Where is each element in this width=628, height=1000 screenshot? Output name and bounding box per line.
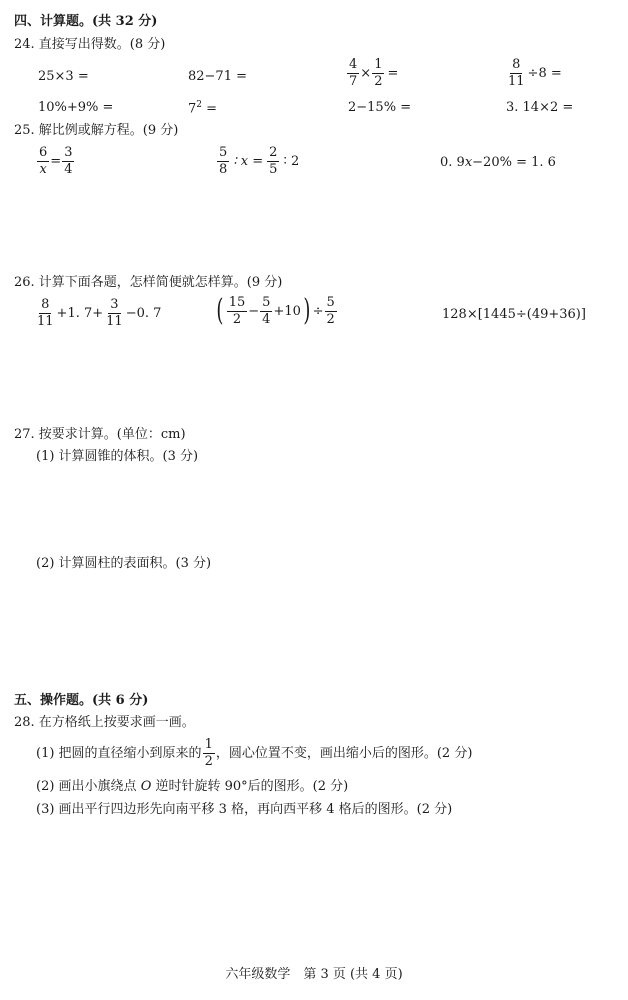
q25-eq3: 0. 9x−20% = 1. 6 xyxy=(440,155,556,170)
q28-part3: (3) 画出平行四边形先向南平移 3 格，再向西平移 4 格后的图形。(2 分) xyxy=(36,802,453,817)
q24-r2-b: $7^2$ = xyxy=(188,100,218,117)
q24-title: 24. 直接写出得数。(8 分) xyxy=(14,37,166,52)
q26-expr3: 128×[1445÷(49+36)] xyxy=(442,307,586,322)
q27-title: 27. 按要求计算。(单位：cm) xyxy=(14,427,186,442)
q26-title: 26. 计算下面各题，怎样简便就怎样算。(9 分) xyxy=(14,275,283,290)
fraction: $\frac{5}{2}$ xyxy=(326,295,335,327)
q26-expr1: $\frac{8}{11}$ +1. 7+ $\frac{3}{11}$ −0. 7 xyxy=(37,297,162,329)
fraction: $\frac{2}{5}$ xyxy=(269,145,278,177)
q24-r1-b: 82−71 = xyxy=(188,69,248,84)
fraction: $\frac{8}{11}$ xyxy=(37,297,54,329)
fraction: $\frac{6}{x}$ xyxy=(39,145,48,177)
q27-part2: (2) 计算圆柱的表面积。(3 分) xyxy=(36,556,212,571)
q24-r2-a: 10%+9% = xyxy=(38,100,114,115)
q24-r1-a: 25×3 = xyxy=(38,69,89,84)
fraction: $\frac{8}{11}$ xyxy=(508,57,525,89)
fraction: $\frac{3}{4}$ xyxy=(64,145,73,177)
section-4-title: 四、计算题。(共 32 分) xyxy=(14,14,158,29)
q24-r1-c: $\frac{4}{7}$ × $\frac{1}{2}$ = xyxy=(349,57,399,89)
q28-part2: (2) 画出小旗绕点 O 逆时针旋转 90°后的图形。(2 分) xyxy=(36,779,349,794)
page-footer: 六年级数学 第 3 页 (共 4 页) xyxy=(225,967,403,982)
q27-part1: (1) 计算圆锥的体积。(3 分) xyxy=(36,449,199,464)
q28-part1: (1) 把圆的直径缩小到原来的 $\frac{1}{2}$ ，圆心位置不变，画出缩小后的图形。(2 分) xyxy=(36,737,473,769)
q25-title: 25. 解比例或解方程。(9 分) xyxy=(14,123,179,138)
q25-eq2: $\frac{5}{8}$ ∶ x = $\frac{2}{5}$ ∶ 2 xyxy=(219,145,300,177)
q24-r1-d: $\frac{8}{11}$ ÷8 = xyxy=(508,57,562,89)
q25-eq1: $\frac{6}{x}$ = $\frac{3}{4}$ xyxy=(39,145,73,177)
q24-r2-c: 2−15% = xyxy=(348,100,412,115)
fraction: $\frac{15}{2}$ xyxy=(228,295,246,327)
fraction: $\frac{5}{4}$ xyxy=(262,295,271,327)
section-5-title: 五、操作题。(共 6 分) xyxy=(14,693,149,708)
fraction: $\frac{1}{2}$ xyxy=(374,57,383,89)
q24-r2-d: 3. 14×2 = xyxy=(506,100,574,115)
fraction: $\frac{1}{2}$ xyxy=(204,737,213,769)
q26-expr2: ( $\frac{15}{2}$ − $\frac{5}{4}$ +10 ) ÷ $\frac{5}{2}$ xyxy=(216,293,335,329)
fraction: $\frac{5}{8}$ xyxy=(219,145,228,177)
fraction: $\frac{4}{7}$ xyxy=(349,57,358,89)
fraction: $\frac{3}{11}$ xyxy=(106,297,123,329)
q28-title: 28. 在方格纸上按要求画一画。 xyxy=(14,715,195,730)
